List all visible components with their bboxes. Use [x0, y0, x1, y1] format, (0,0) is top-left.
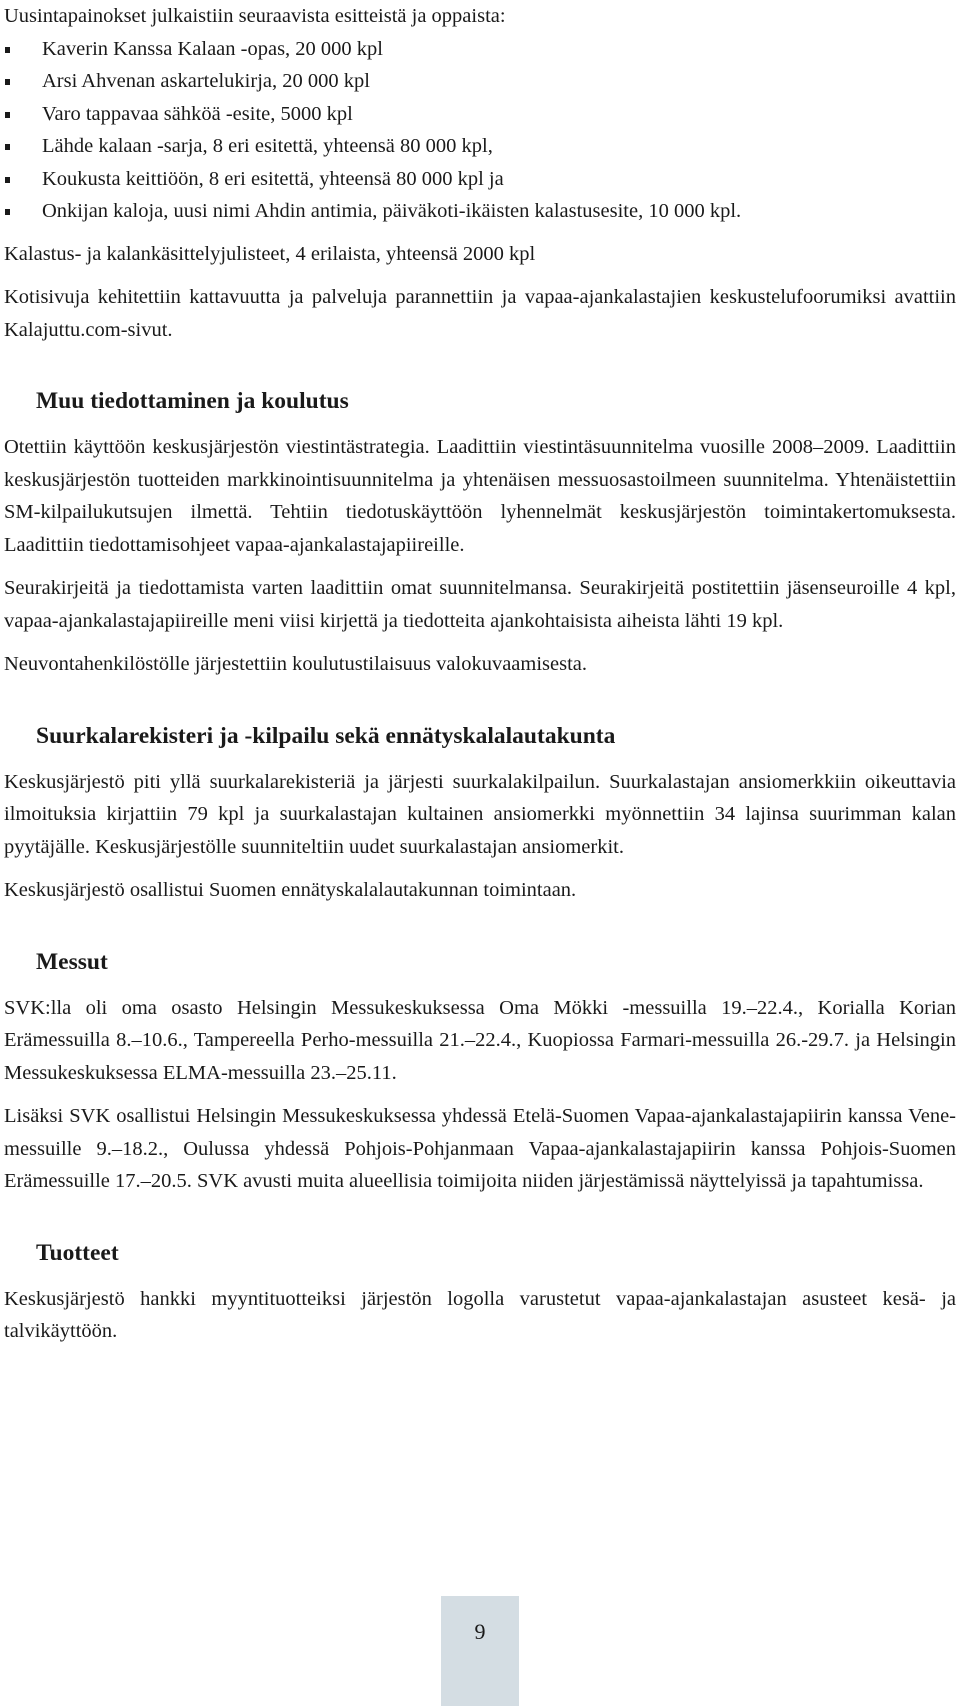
section-heading: Suurkalarekisteri ja -kilpailu sekä ennätyskalalautakunta — [36, 722, 616, 749]
list-item-text: Varo tappavaa sähköä -esite, 5000 kpl — [42, 102, 353, 125]
section-paragraph: Seurakirjeitä ja tiedottamista varten laadittiin omat suunnitelmansa. Seurakirjeitä postitettiin jäsenseuroille 4 kpl, vapaa-ajankalastajapiireille meni viisi kirjettä ja tiedotteita ajankohtaisista aiheista lähti 19 kpl. — [4, 577, 956, 632]
page-number: 9 — [474, 1619, 486, 1644]
section-paragraph: Keskusjärjestö osallistui Suomen ennätyskalalautakunnan toimintaan. — [4, 879, 577, 901]
section-heading: Messut — [36, 948, 108, 975]
section-paragraph: Otettiin käyttöön keskusjärjestön viestintästrategia. Laadittiin viestintäsuunnitelma vuosille 2008–2009. Laadittiin keskusjärjestön tuotteiden markkinointisuunnitelma ja yhtenäisen messuosastoilmeen suunnitelma. Yhtenäistettiin SM-kilpailukutsujen ilmettä. Tehtiin tiedotuskäyttöön lyhennelmät keskusjärjestön toimintakertomuksesta. Laadittiin tiedottamisohjeet vapaa-ajankalastajapiireille. — [4, 436, 956, 556]
list-item — [4, 195, 956, 228]
website-paragraph: Kotisivuja kehitettiin kattavuutta ja palveluja parannettiin ja vapaa-ajankalastajien keskustelufoorumiksi avattiin Kalajuttu.com-sivut. — [4, 286, 956, 341]
section-paragraph: Keskusjärjestö piti yllä suurkalarekisteriä ja järjesti suurkalakilpailun. Suurkalastajan ansiomerkkiin oikeuttavia ilmoituksia kirjattiin 79 kpl ja suurkalastajan kultainen ansiomerkki myönnettiin 34 lajinsa suurimman kalan pyytäjälle. Keskusjärjestölle suunniteltiin uudet suurkalastajan ansiomerkit. — [4, 770, 956, 858]
square-bullet-icon — [5, 79, 10, 85]
list-item-text: Kaverin Kanssa Kalaan -opas, 20 000 kpl — [42, 37, 384, 60]
section-heading: Tuotteet — [36, 1239, 119, 1266]
section-fairs — [4, 945, 956, 1198]
intro-text: Uusintapainokset julkaistiin seuraavista esitteistä ja oppaista: — [4, 5, 506, 27]
section-big-fish-registry — [4, 719, 956, 907]
list-item — [4, 98, 956, 131]
section-paragraph: Keskusjärjestö hankki myyntituotteiksi järjestön logolla varustetut vapaa-ajankalastajan asusteet kesä- ja talvikäyttöön. — [4, 1287, 956, 1342]
section-heading: Muu tiedottaminen ja koulutus — [36, 388, 349, 414]
square-bullet-icon — [5, 177, 10, 183]
page-number-box — [441, 1596, 519, 1706]
posters-paragraph: Kalastus- ja kalankäsittelyjulisteet, 4 erilaista, yhteensä 2000 kpl — [4, 242, 536, 265]
reprint-list — [4, 33, 956, 228]
square-bullet-icon — [5, 47, 10, 53]
section-products — [4, 1236, 956, 1348]
square-bullet-icon — [5, 209, 10, 215]
list-item-text: Arsi Ahvenan askartelukirja, 20 000 kpl — [42, 70, 370, 92]
square-bullet-icon — [5, 144, 10, 150]
list-item — [4, 163, 956, 196]
list-item — [4, 130, 956, 163]
list-item — [4, 33, 956, 66]
list-item-text: Koukusta keittiöön, 8 eri esitettä, yhteensä 80 000 kpl ja — [42, 167, 504, 190]
list-item-text: Onkijan kaloja, uusi nimi Ahdin antimia, päiväkoti-ikäisten kalastusesite, 10 000 kpl. — [42, 200, 742, 222]
square-bullet-icon — [5, 112, 10, 118]
list-item — [4, 65, 956, 98]
list-item-text: Lähde kalaan -sarja, 8 eri esitettä, yhteensä 80 000 kpl, — [42, 135, 493, 157]
section-paragraph: Lisäksi SVK osallistui Helsingin Messukeskuksessa yhdessä Etelä-Suomen Vapaa-ajankalastajapiirin kanssa Vene-messuille 9.–18.2., Oulussa yhdessä Pohjois-Pohjanmaan Vapaa-ajankalastajapiirin kanssa Pohjois-Suomen Erämessuille 17.–20.5. SVK avusti muita alueellisia toimijoita niiden järjestämissä näyttelyissä ja tapahtumissa. — [4, 1105, 956, 1192]
section-paragraph: Neuvontahenkilöstölle järjestettiin koulutustilaisuus valokuvaamisesta. — [4, 653, 588, 675]
section-paragraph: SVK:lla oli oma osasto Helsingin Messukeskuksessa Oma Mökki -messuilla 19.–22.4., Korialla Korian Erämessuilla 8.–10.6., Tampereella Perho-messuilla 21.–22.4., Kuopiossa Farmari-messuilla 26.-29.7. ja Helsingin Messukeskuksessa ELMA-messuilla 23.–25.11. — [4, 996, 956, 1084]
section-communication — [4, 384, 956, 681]
document-page — [4, 0, 956, 1348]
